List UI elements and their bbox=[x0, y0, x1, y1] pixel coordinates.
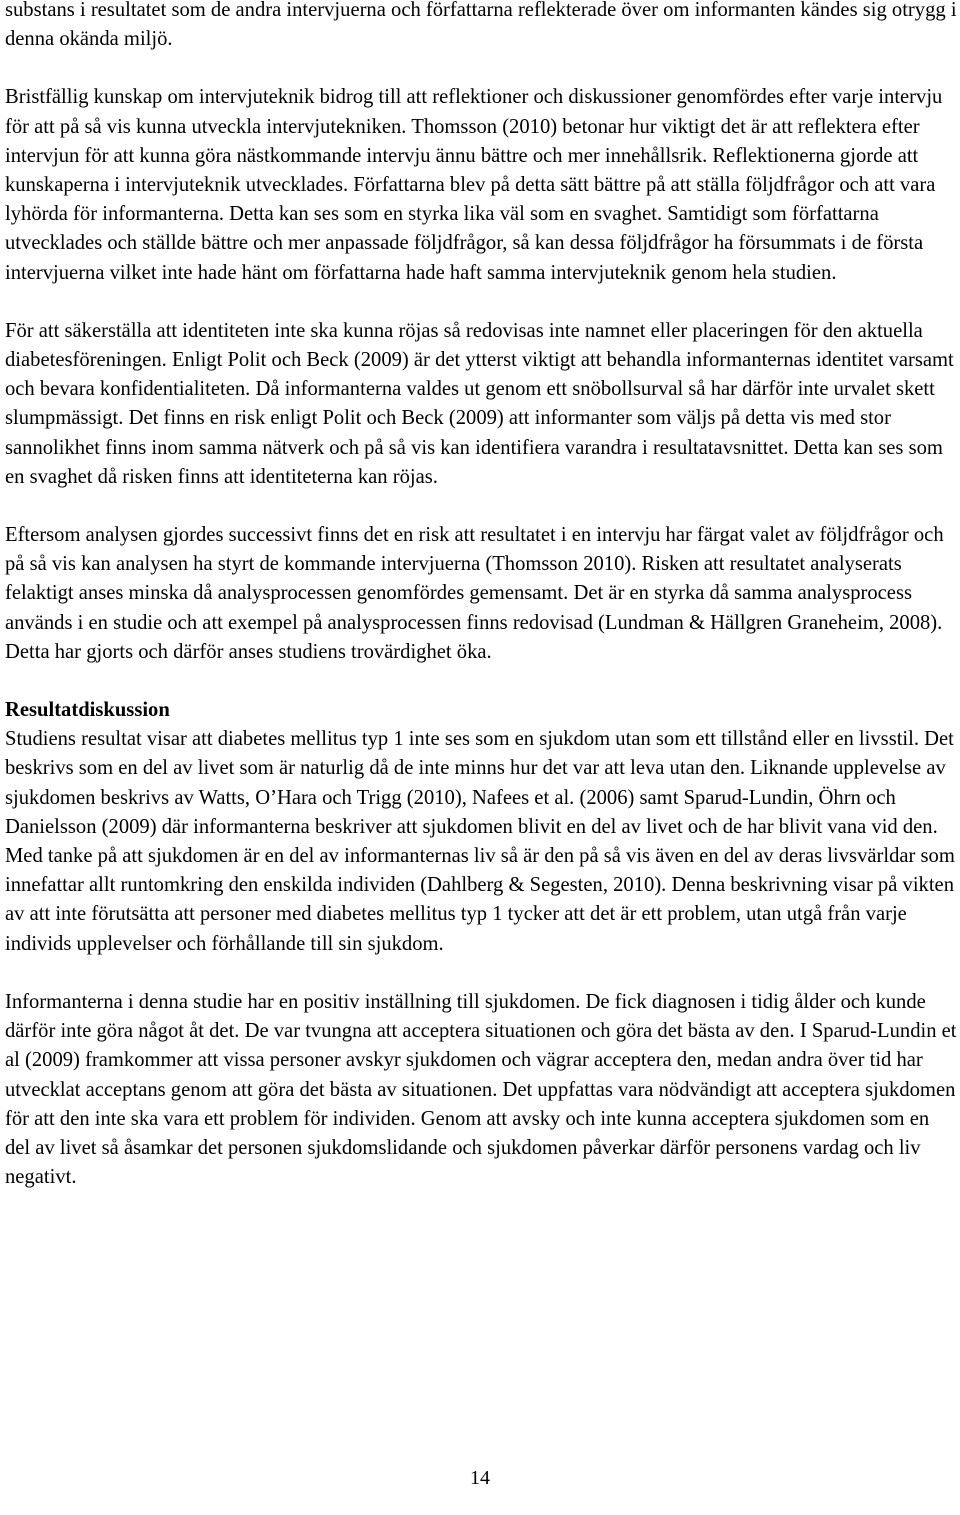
section-heading: Resultatdiskussion bbox=[5, 699, 170, 722]
paragraph: Studiens resultat visar att diabetes mellitus typ 1 inte ses som en sjukdom utan som ett tillstånd eller en livsstil. Det beskrivs som en del av livet som är naturlig då de inte minns hur det var att leva utan den. Liknande upplevelse av sjukdomen beskrivs av Watts, O’Hara och Trigg (2010), Nafees et al. (2006) samt Sparud-Lundin, Öhrn och Danielsson (2009) där informanterna beskriver att sjukdomen blivit en del av livet och de har blivit vana vid den. Med tanke på att sjukdomen är en del av informanternas liv så är den på så vis även en del av deras livsvärldar som innefattar allt runtomkring den enskilda individen (Dahlberg & Segesten, 2010). Denna beskrivning visar på vikten av att inte förutsätta att personer med diabetes mellitus typ 1 tycker att det är ett problem, utan utgå från varje individs upplevelser och förhållande till sin sjukdom. bbox=[5, 728, 955, 955]
paragraph: Eftersom analysen gjordes successivt finns det en risk att resultatet i en intervju har färgat valet av följdfrågor och på så vis kan analysen ha styrt de kommande intervjuerna (Thomsson 2010). Risken att resultatet analyserats felaktigt anses minska då analysprocessen genomfördes gemensamt. Det är en styrka då samma analysprocess används i en studie och att exempel på analysprocessen finns redovisad (Lundman & Hällgren Graneheim, 2008). Detta har gjorts och därför anses studiens trovärdighet öka. bbox=[5, 524, 944, 663]
paragraph: Bristfällig kunskap om intervjuteknik bidrog till att reflektioner och diskussioner genomfördes efter varje intervju för att på så vis kunna utveckla intervjutekniken. Thomsson (2010) betonar hur viktigt det är att reflektera efter intervjun för att kunna göra nästkommande intervju ännu bättre och mer innehållsrik. Reflektionerna gjorde att kunskaperna i intervjuteknik utvecklades. Författarna blev på detta sätt bättre på att ställa följdfrågor och att vara lyhörda för informanterna. Detta kan ses som en styrka lika väl som en svaghet. Samtidigt som författarna utvecklades och ställde bättre och mer anpassade följdfrågor, så kan dessa följdfrågor ha försummats i de första intervjuerna vilket inte hade hänt om författarna hade haft samma intervjuteknik genom hela studien. bbox=[5, 86, 943, 284]
page-number: 14 bbox=[470, 1467, 490, 1489]
paragraph: Informanterna i denna studie har en positiv inställning till sjukdomen. De fick diagnosen i tidig ålder och kunde därför inte göra något åt det. De var tvungna att acceptera situationen och göra det bästa av den. I Sparud-Lundin et al (2009) framkommer att vissa personer avskyr sjukdomen och vägrar acceptera den, medan andra över tid har utvecklat acceptans genom att göra det bästa av situationen. Det uppfattas vara nödvändigt att acceptera sjukdomen för att den inte ska vara ett problem för individen. Genom att avsky och inte kunna acceptera sjukdomen som en del av livet så åsamkar det personen sjukdomslidande och sjukdomen påverkar därför personens vardag och liv negativt. bbox=[5, 990, 957, 1189]
paragraph: substans i resultatet som de andra intervjuerna och författarna reflekterade över om informanten kändes sig otrygg i denna okända miljö. bbox=[5, 0, 957, 51]
document-page bbox=[5, 0, 957, 1192]
paragraph: För att säkerställa att identiteten inte ska kunna röjas så redovisas inte namnet eller placeringen för den aktuella diabetesföreningen. Enligt Polit och Beck (2009) är det ytterst viktigt att behandla informanternas identitet varsamt och bevara konfidentialiteten. Då informanterna valdes ut genom ett snöbollsurval så har därför inte urvalet skett slumpmässigt. Det finns en risk enligt Polit och Beck (2009) att informanter som väljs på detta vis med stor sannolikhet finns inom samma nätverk och på så vis kan identifiera varandra i resultatavsnittet. Detta kan ses som en svaghet då risken finns att identiteterna kan röjas. bbox=[5, 319, 954, 488]
